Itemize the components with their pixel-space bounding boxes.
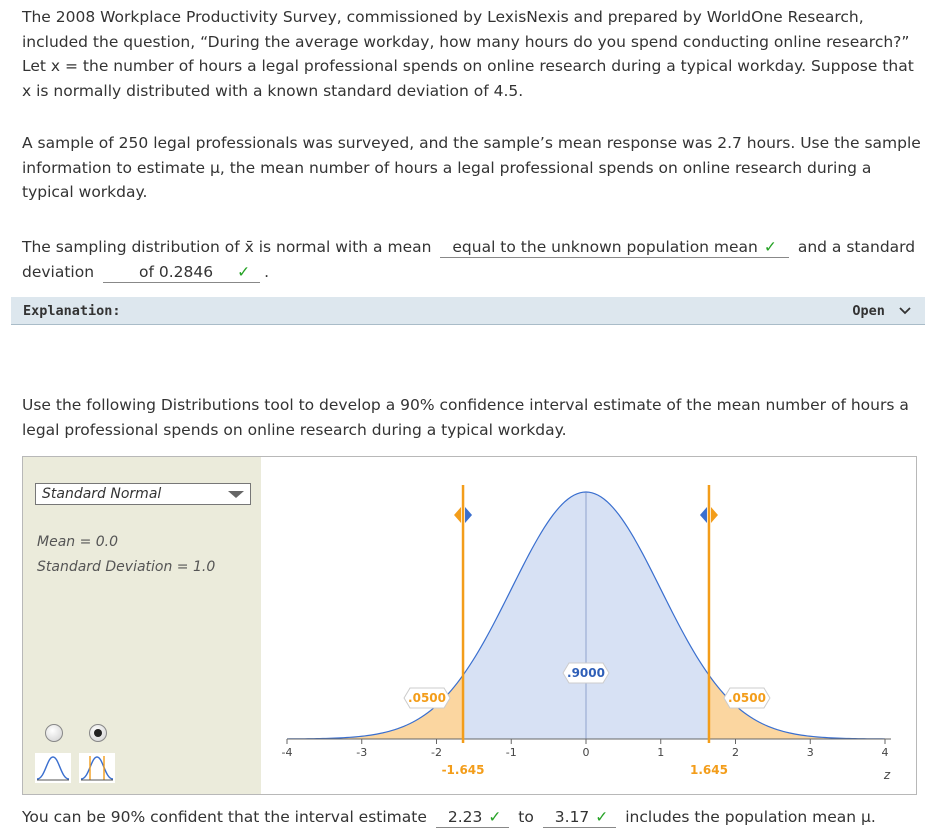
interval-low-field[interactable] xyxy=(436,808,510,828)
one-tail-mode-icon[interactable] xyxy=(35,753,71,783)
sd-answer-value: of 0.2846 xyxy=(138,262,214,281)
interval-low-value: 2.23 xyxy=(447,808,483,826)
distributions-tool xyxy=(22,456,917,795)
tool-sidebar xyxy=(23,457,261,794)
right-tail-area-label: .0500 xyxy=(727,691,766,705)
x-tick-label: -3 xyxy=(356,746,368,759)
sampling-text-mid: and a standard deviation xyxy=(22,238,916,281)
left-tail-area-label: .0500 xyxy=(408,691,447,705)
mean-answer-field[interactable] xyxy=(440,238,789,258)
x-tick-label: 4 xyxy=(881,746,889,759)
explanation-bar[interactable] xyxy=(11,297,925,325)
x-tick-label: -1 xyxy=(505,746,517,759)
distribution-select-value: Standard Normal xyxy=(42,486,162,502)
conclusion-sentence xyxy=(22,805,922,829)
x-tick-label: 2 xyxy=(732,746,739,759)
sampling-text-post: . xyxy=(264,262,270,281)
check-icon: ✓ xyxy=(595,808,609,826)
check-icon: ✓ xyxy=(488,808,502,826)
mean-answer-value: equal to the unknown population mean xyxy=(452,238,758,256)
conclusion-text-to: to xyxy=(518,808,534,826)
sd-parameter: Standard Deviation = 1.0 xyxy=(37,559,216,575)
chevron-down-icon xyxy=(899,306,911,316)
x-tick-label: 1 xyxy=(657,746,665,759)
conclusion-text-post: includes the population mean μ. xyxy=(625,808,876,826)
mean-parameter: Mean = 0.0 xyxy=(37,534,119,550)
sd-answer-field[interactable] xyxy=(103,263,260,283)
left-handle-left-arrow-icon[interactable] xyxy=(454,507,461,523)
check-icon: ✓ xyxy=(237,262,251,281)
x-tick-label: -2 xyxy=(431,746,442,759)
center-area-label: .9000 xyxy=(567,666,605,680)
sampling-sentence xyxy=(22,235,922,284)
interval-high-value: 3.17 xyxy=(554,808,590,826)
right-cutoff-label: 1.645 xyxy=(689,763,728,777)
explanation-toggle[interactable] xyxy=(852,303,911,319)
x-tick-label: 3 xyxy=(806,746,814,759)
explanation-label: Explanation: xyxy=(23,303,121,319)
chevron-down-icon xyxy=(228,491,244,498)
interval-high-field[interactable] xyxy=(543,808,617,828)
left-handle-right-arrow-icon[interactable] xyxy=(465,507,472,523)
two-tail-radio[interactable] xyxy=(89,724,107,742)
two-tail-mode-icon[interactable] xyxy=(79,753,115,783)
x-tick-label: 0 xyxy=(582,746,590,759)
one-tail-radio[interactable] xyxy=(45,724,63,742)
sampling-text-pre: The sampling distribution of x̄ is normal with a mean xyxy=(22,238,432,256)
distribution-select[interactable] xyxy=(35,483,251,505)
right-handle-right-arrow-icon[interactable] xyxy=(711,507,718,523)
check-icon: ✓ xyxy=(763,238,777,256)
tool-instructions: Use the following Distributions tool to develop a 90% confidence interval estimate of the mean number of hours a legal professional spends on online research during a typical workday. xyxy=(22,396,909,439)
sample-paragraph: A sample of 250 legal professionals was surveyed, and the sample’s mean response was 2.7 hours. Use the sample information to estimate μ, the mean number of hours a legal professional spends on online research during a typical workday. xyxy=(22,134,921,202)
conclusion-text-pre: You can be 90% confident that the interval estimate xyxy=(22,808,427,826)
left-cutoff-label: -1.645 xyxy=(441,763,485,777)
x-tick-label: -4 xyxy=(281,746,293,759)
right-handle-left-arrow-icon[interactable] xyxy=(700,507,707,523)
question-paragraph: The 2008 Workplace Productivity Survey, commissioned by LexisNexis and prepared by WorldOne Research, included the question, “During the average workday, how many hours do you spend conducting online research?” Let x = the number of hours a legal professional spends on online research during a typical workday. Suppose that x is normally distributed with a known standard deviation of 4.5. xyxy=(22,8,914,101)
explanation-toggle-label: Open xyxy=(852,303,885,319)
axis-label-z: z xyxy=(883,768,891,782)
distribution-plot xyxy=(261,457,916,794)
